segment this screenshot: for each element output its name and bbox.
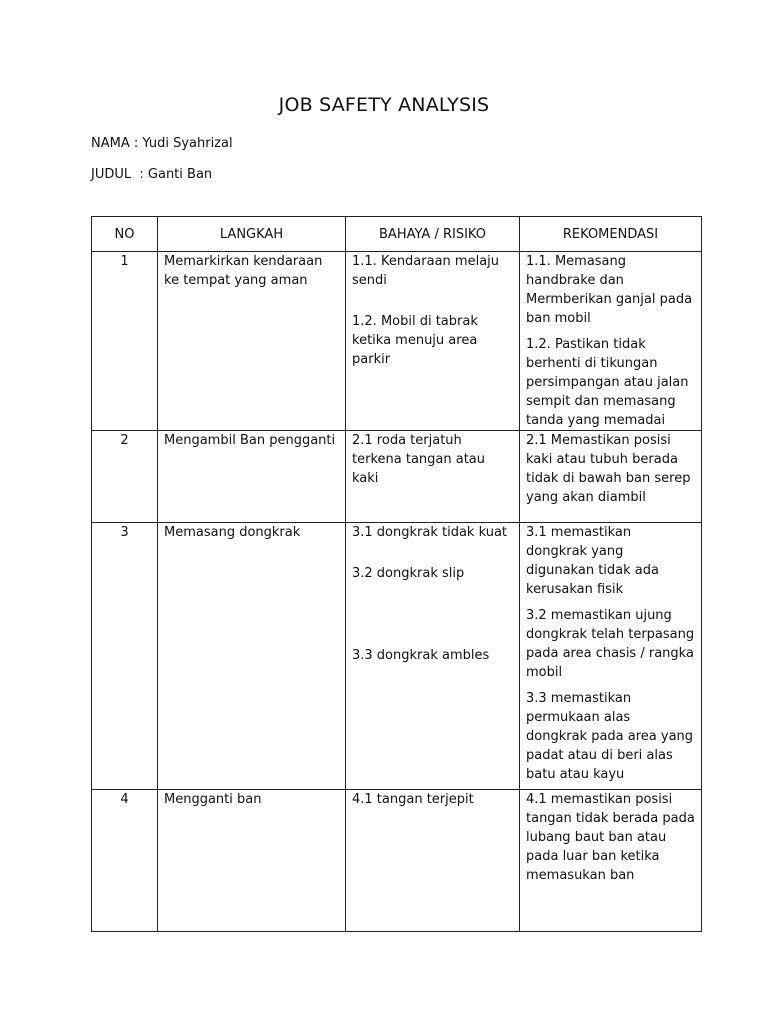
name-label: NAMA (91, 136, 130, 151)
row-number: 1 (92, 252, 158, 431)
hazard-item: 1.1. Kendaraan melaju sendi (352, 254, 500, 288)
subject-line: JUDUL : Ganti Ban (91, 167, 213, 182)
name-line: NAMA : Yudi Syahrizal (91, 136, 233, 151)
recommendation-item: 3.2 memastikan ujung dongkrak telah terpasang pada area chasis / rangka mobil (526, 608, 695, 680)
hazard-item: 3.3 dongkrak ambles (352, 648, 490, 663)
recommendation-item: 3.3 memastikan permukaan alas dongkrak pada area yang padat atau di beri alas batu atau kayu (526, 691, 694, 782)
recommendation-cell (520, 523, 702, 790)
header-no: NO (92, 217, 158, 252)
name-value: Yudi Syahrizal (142, 136, 233, 151)
hazard-item: 1.2. Mobil di tabrak ketika menuju area parkir (352, 314, 478, 367)
table-header-row (92, 217, 702, 252)
row-number: 2 (92, 431, 158, 523)
step-cell: Mengambil Ban pengganti (158, 431, 346, 523)
recommendation-cell (520, 252, 702, 431)
recommendation-item: 1.2. Pastikan tidak berhenti di tikungan persimpangan atau jalan sempit dan memasang tanda yang memadai (526, 337, 689, 428)
hazard-cell (346, 431, 520, 523)
hazard-item: 4.1 tangan terjepit (352, 792, 474, 807)
header-bahaya: BAHAYA / RISIKO (346, 217, 520, 252)
header-langkah: LANGKAH (158, 217, 346, 252)
table-row (92, 523, 702, 790)
hazard-cell (346, 523, 520, 790)
table-row (92, 252, 702, 431)
header-rekomendasi: REKOMENDASI (520, 217, 702, 252)
step-cell: Memasang dongkrak (158, 523, 346, 790)
hazard-item: 2.1 roda terjatuh terkena tangan atau kaki (352, 433, 486, 486)
document-title: JOB SAFETY ANALYSIS (278, 94, 490, 116)
recommendation-item: 2.1 Memastikan posisi kaki atau tubuh berada tidak di bawah ban serep yang akan diambil (526, 433, 691, 505)
step-cell: Mengganti ban (158, 790, 346, 932)
hazard-item: 3.1 dongkrak tidak kuat (352, 525, 508, 540)
hazard-cell (346, 252, 520, 431)
row-number: 4 (92, 790, 158, 932)
recommendation-cell (520, 431, 702, 523)
hazard-item: 3.2 dongkrak slip (352, 566, 465, 581)
row-number: 3 (92, 523, 158, 790)
jsa-table (91, 216, 702, 932)
recommendation-item: 4.1 memastikan posisi tangan tidak berada pada lubang baut ban atau pada luar ban ketika memasukan ban (526, 792, 695, 883)
table-row (92, 431, 702, 523)
subject-value: Ganti Ban (147, 167, 213, 182)
subject-label: JUDUL (91, 167, 132, 182)
hazard-cell (346, 790, 520, 932)
step-cell: Memarkirkan kendaraan ke tempat yang aman (158, 252, 346, 431)
recommendation-item: 1.1. Memasang handbrake dan Mermberikan ganjal pada ban mobil (526, 254, 693, 326)
recommendation-item: 3.1 memastikan dongkrak yang digunakan tidak ada kerusakan fisik (526, 525, 659, 597)
table-row (92, 790, 702, 932)
recommendation-cell (520, 790, 702, 932)
